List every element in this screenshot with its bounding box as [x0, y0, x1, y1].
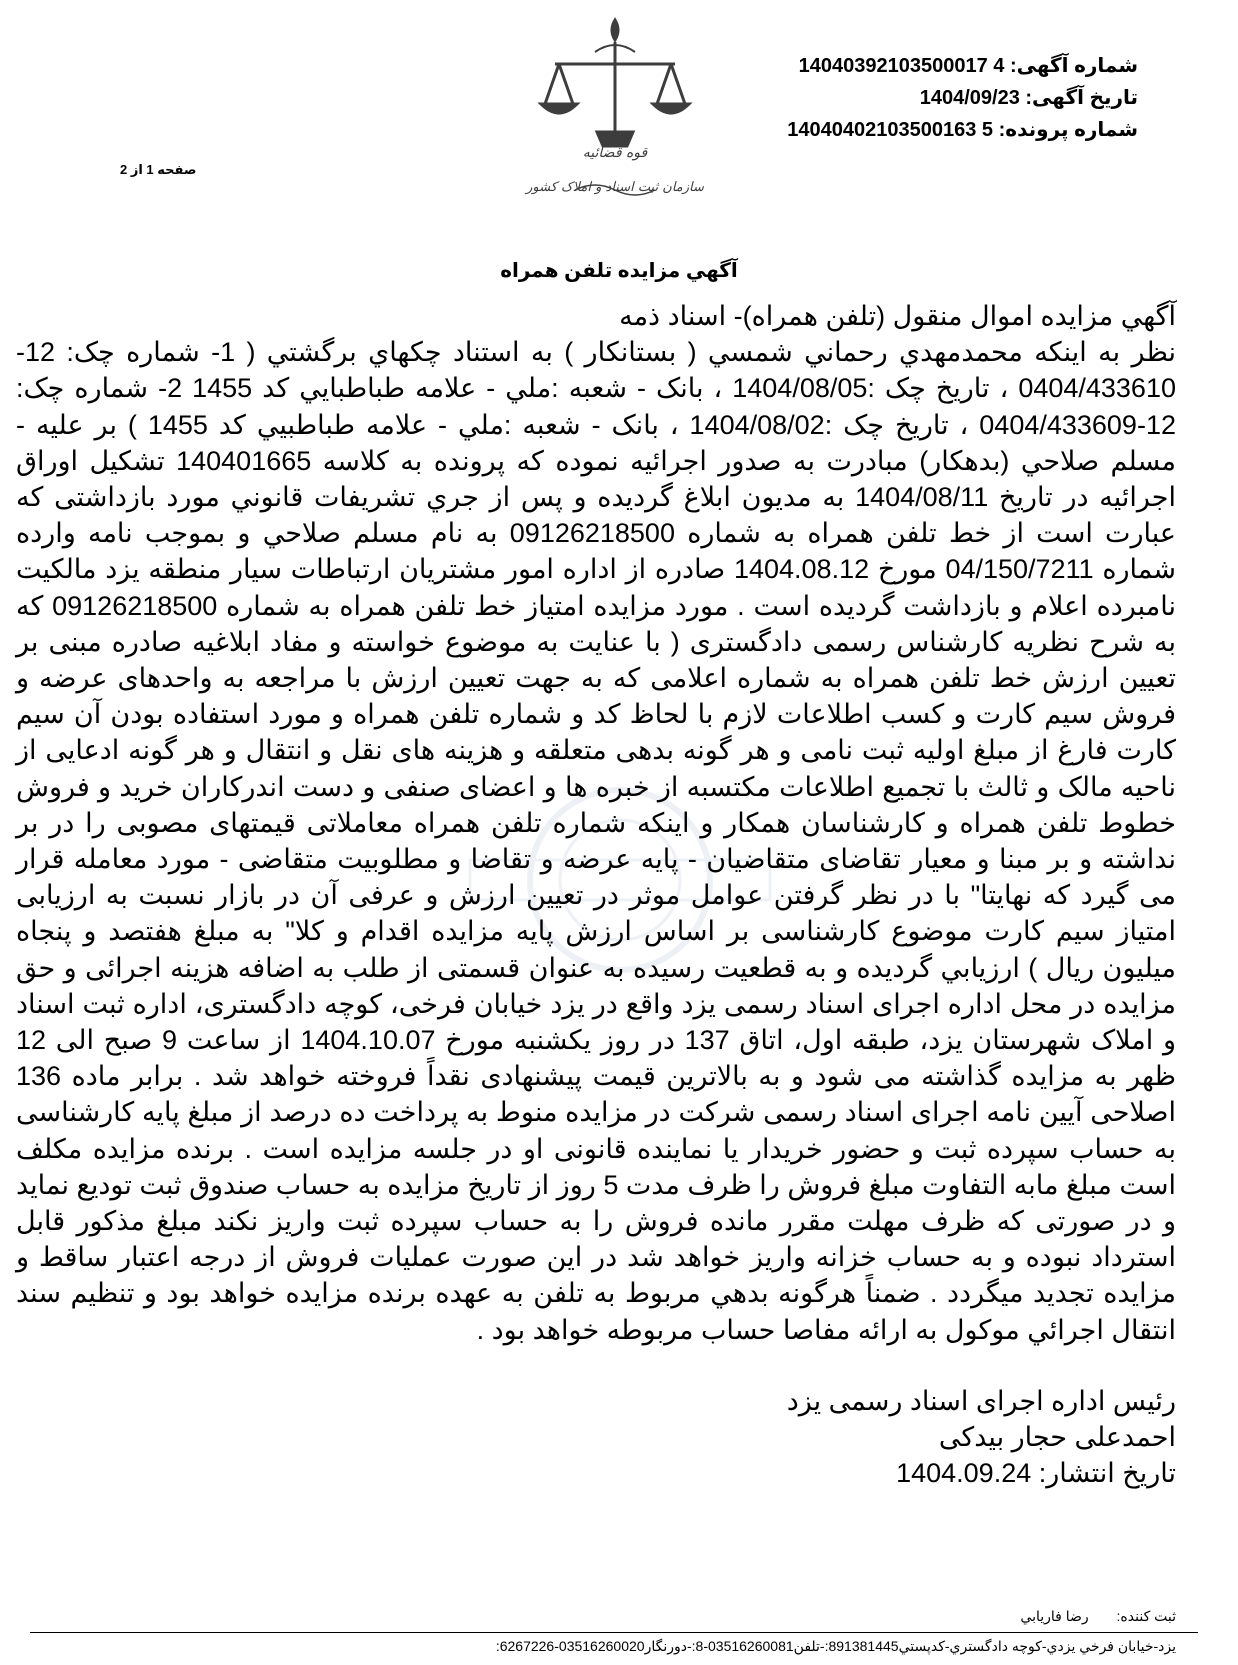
notice-number-row	[787, 50, 1138, 82]
notice-number: 14040392103500017 4	[798, 55, 1005, 77]
notice-date-label: تاریخ آگهی:	[1025, 87, 1138, 109]
case-number: 14040402103500163 5	[787, 119, 994, 141]
notice-date-row	[787, 82, 1138, 114]
page-indicator: صفحه 1 از 2	[120, 162, 197, 177]
registrar-label: ثبت کننده:	[1116, 1608, 1176, 1624]
document-title: آگهي مزايده تلفن همراه	[500, 260, 738, 282]
signatory-name: احمدعلی حجار بيدکی	[938, 1422, 1176, 1452]
signature-block	[787, 1383, 1176, 1491]
registrar-row	[996, 1608, 1176, 1625]
org-caption: سازمان ثبت اسناد و املاک کشور	[526, 180, 704, 195]
publish-date-label: تاریخ انتشار:	[1038, 1458, 1176, 1488]
footer-address: يزد-خيابان فرخي يزدي-كوچه دادگستري-كدپستي891381445:-تلفن03516260081-8:-دورنگار03516260020-6267226:	[495, 1638, 1176, 1654]
footer-divider	[30, 1632, 1198, 1633]
publish-date: 1404.09.24	[896, 1458, 1032, 1488]
case-number-label: شماره پرونده:	[998, 119, 1138, 141]
signatory-position: رئيس اداره اجرای اسناد رسمی يزد	[786, 1386, 1176, 1416]
body-heading: آگهي مزايده اموال منقول (تلفن همراه)- اسناد ذمه	[619, 301, 1176, 331]
body-paragraph: نظر به اينكه محمدمهدي رحماني شمسي ( بستانكار ) به استناد چكهاي برگشتي ( 1- شماره چک: 12-0404/433610 ، تاریخ چک :1404/08/05 ، بانک - شعبه :ملي - علامه طباطبايي كد 1455 2- شماره چک: 12-0404/433609 ، تاریخ چک :1404/08/02 ، بانک - شعبه :ملي - علامه طباطبيي كد 1455 ) بر علیه - مسلم صلاحي (بدهكار) مبادرت به صدور اجرائیه نموده که پرونده به کلاسه 140401665 تشكيل اوراق اجرائيه در تاريخ 1404/08/11 به مديون ابلاغ گرديده و پس از جري تشريفات قانوني مورد بازداشتی که عبارت است از خط تلفن همراه به شماره 09126218500 به نام مسلم صلاحي و بموجب نامه وارده شماره 04/150/7211 مورخ 1404.08.12 صادره از اداره امور مشتریان ارتباطات سیار منطقه یزد مالکیت نامبرده اعلام و بازداشت گردیده است . مورد مزایده امتیاز خط تلفن همراه به شماره 09126218500 که به شرح نظریه کارشناس رسمی دادگستری ( با عنایت به موضوع خواسته و مفاد ابلاغیه صادره مبنی بر تعیین ارزش خط تلفن همراه به شماره اعلامی که به جهت تعیین ارزش با مراجعه به واحدهای عرضه و فروش سیم کارت و کسب اطلاعات لازم با لحاظ کد و شماره تلفن همراه و مورد استفاده بودن آن سیم کارت فارغ از مبلغ اولیه ثبت نامی و هر گونه بدهی متعلقه و هزینه های نقل و انتقال و هر گونه ادعایی از ناحیه مالک و ثالث با تجمیع اطلاعات مکتسبه از خبره ها و اعضای صنفی و دست اندرکاران خرید و فروش خطوط تلفن همراه و کارشناسان همکار و اینکه شماره تلفن همراه معاملاتی قیمتهای مصوبی را در بر نداشته و بر مبنا و معیار تقاضای متقاضیان - پایه عرضه و تقاضا و مطلوبیت متقاضی - مورد معامله قرار می گیرد که نهایتا" با در نظر گرفتن عوامل موثر در تعیین ارزش و عرفی آن در بازار نسبت به ارزیابی امتیاز سیم کارت موضوع کارشناسی بر اساس ارزش پایه مزایده اقدام و کلا" به مبلغ هفتصد و پنجاه میلیون ریال ) ارزيابي گرديده و به قطعيت رسيده به عنوان قسمتی از طلب به اضافه هزينه اجرائی و حق مزايده در محل اداره اجرای اسناد رسمی يزد واقع در يزد خيابان فرخی، کوچه دادگستری، اداره ثبت اسناد و املاک شهرستان یزد، طبقه اول، اتاق 137 در روز یکشنبه مورخ 1404.10.07 از ساعت 9 صبح الی 12 ظهر به مزايده گذاشته می شود و به بالاترين قيمت پيشنهادی نقداً فروخته خواهد شد . برابر ماده 136 اصلاحی آيين نامه اجرای اسناد رسمی شرکت در مزايده منوط به پرداخت ده درصد از مبلغ پايه کارشناسی به حساب سپرده ثبت و حضور خريدار يا نماينده قانونی او در جلسه مزايده است . برنده مزايده مکلف است مبلغ مابه التفاوت مبلغ فروش را ظرف مدت 5 روز از تاريخ مزايده به حساب صندوق ثبت توديع نمايد و در صورتی که ظرف مهلت مقرر مانده فروش را به حساب سپرده ثبت واريز نکند مبلغ مذکور قابل استرداد نبوده و به حساب خزانه واريز خواهد شد در اين صورت عمليات فروش از درجه اعتبار ساقط و مزايده تجديد ميگردد . ضمناً هرگونه بدهي مربوط به تلفن به عهده برنده مزايده خواهد بود و تنظيم سند انتقال اجرائي موكول به ارائه مفاصا حساب مربوطه خواهد بود .	[15, 337, 1177, 1345]
registrar-name: رضا فاريابي	[1020, 1608, 1089, 1624]
case-number-row	[787, 114, 1138, 146]
notice-number-label: شماره آگهی:	[1009, 55, 1138, 77]
notice-body	[16, 298, 1176, 1348]
emblem-caption: قوه قضائیه	[582, 145, 648, 161]
notice-date: 1404/09/23	[919, 87, 1020, 109]
publish-date-row	[787, 1455, 1176, 1491]
notice-meta	[787, 50, 1138, 146]
